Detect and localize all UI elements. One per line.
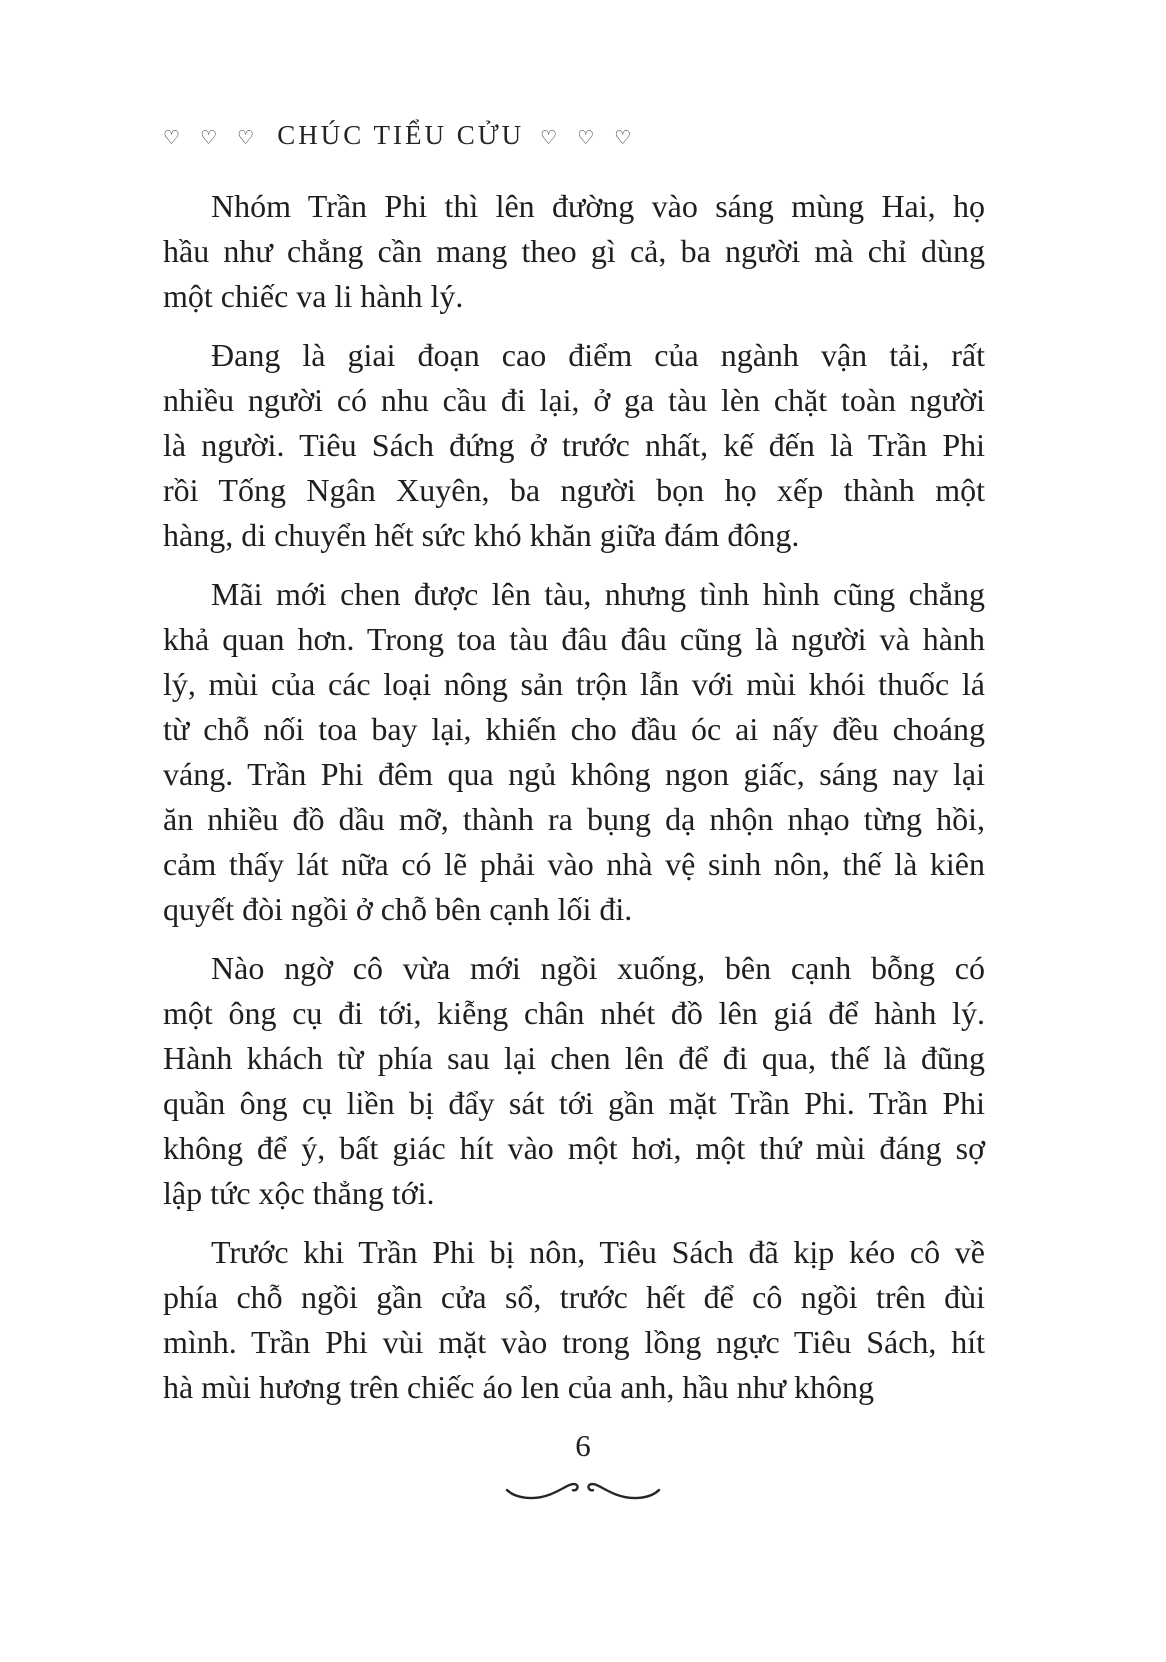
page-footer xyxy=(0,1428,1166,1504)
text-line: là người. Tiêu Sách đứng ở trước nhất, kế đến là Trần Phi xyxy=(163,427,985,463)
text-line: Mãi mới chen được lên tàu, nhưng tình hình cũng chẳng xyxy=(211,576,985,612)
text-line: hà mùi hương trên chiếc áo len của anh, hầu như không xyxy=(163,1369,874,1405)
text-line: quyết đòi ngồi ở chỗ bên cạnh lối đi. xyxy=(163,891,633,927)
text-line: cảm thấy lát nữa có lẽ phải vào nhà vệ sinh nôn, thế là kiên xyxy=(163,846,985,882)
text-line: mình. Trần Phi vùi mặt vào trong lồng ngực Tiêu Sách, hít xyxy=(163,1324,985,1360)
hearts-right-icon: ♡ ♡ ♡ xyxy=(540,126,639,149)
paragraph xyxy=(163,572,985,932)
flourish-divider-icon xyxy=(503,1474,663,1504)
text-line: một ông cụ đi tới, kiễng chân nhét đồ lên giá để hành lý. xyxy=(163,995,985,1031)
text-line: Trước khi Trần Phi bị nôn, Tiêu Sách đã kịp kéo cô về xyxy=(211,1234,985,1270)
text-line: hầu như chẳng cần mang theo gì cả, ba người mà chỉ dùng xyxy=(163,233,985,269)
page-header xyxy=(163,120,638,151)
body-text xyxy=(163,184,985,1424)
text-line: váng. Trần Phi đêm qua ngủ không ngon giấc, sáng nay lại xyxy=(163,756,985,792)
text-line: Nhóm Trần Phi thì lên đường vào sáng mùng Hai, họ xyxy=(211,188,985,224)
text-line: Nào ngờ cô vừa mới ngồi xuống, bên cạnh bỗng có xyxy=(211,950,985,986)
text-line: lập tức xộc thẳng tới. xyxy=(163,1175,435,1211)
paragraph xyxy=(163,1230,985,1410)
text-line: một chiếc va li hành lý. xyxy=(163,278,464,314)
text-line: Đang là giai đoạn cao điểm của ngành vận tải, rất xyxy=(211,337,985,373)
text-line: lý, mùi của các loại nông sản trộn lẫn với mùi khói thuốc lá xyxy=(163,666,985,702)
text-line: hàng, di chuyển hết sức khó khăn giữa đám đông. xyxy=(163,517,800,553)
text-line: từ chỗ nối toa bay lại, khiến cho đầu óc ai nấy đều choáng xyxy=(163,711,985,747)
paragraph xyxy=(163,946,985,1216)
text-line: khả quan hơn. Trong toa tàu đâu đâu cũng là người và hành xyxy=(163,621,985,657)
text-line: phía chỗ ngồi gần cửa sổ, trước hết để cô ngồi trên đùi xyxy=(163,1279,985,1315)
text-line: quần ông cụ liền bị đẩy sát tới gần mặt Trần Phi. Trần Phi xyxy=(163,1085,985,1121)
text-line: Hành khách từ phía sau lại chen lên để đi qua, thế là đũng xyxy=(163,1040,985,1076)
running-title: CHÚC TIỂU CỬU xyxy=(277,120,525,150)
text-line: rồi Tống Ngân Xuyên, ba người bọn họ xếp thành một xyxy=(163,472,985,508)
text-line: ăn nhiều đồ dầu mỡ, thành ra bụng dạ nhộn nhạo từng hồi, xyxy=(163,801,985,837)
page-number: 6 xyxy=(575,1428,591,1463)
text-line: không để ý, bất giác hít vào một hơi, một thứ mùi đáng sợ xyxy=(163,1130,985,1166)
paragraph xyxy=(163,184,985,319)
hearts-left-icon: ♡ ♡ ♡ xyxy=(163,126,262,149)
text-line: nhiều người có nhu cầu đi lại, ở ga tàu lèn chặt toàn người xyxy=(163,382,985,418)
paragraph xyxy=(163,333,985,558)
